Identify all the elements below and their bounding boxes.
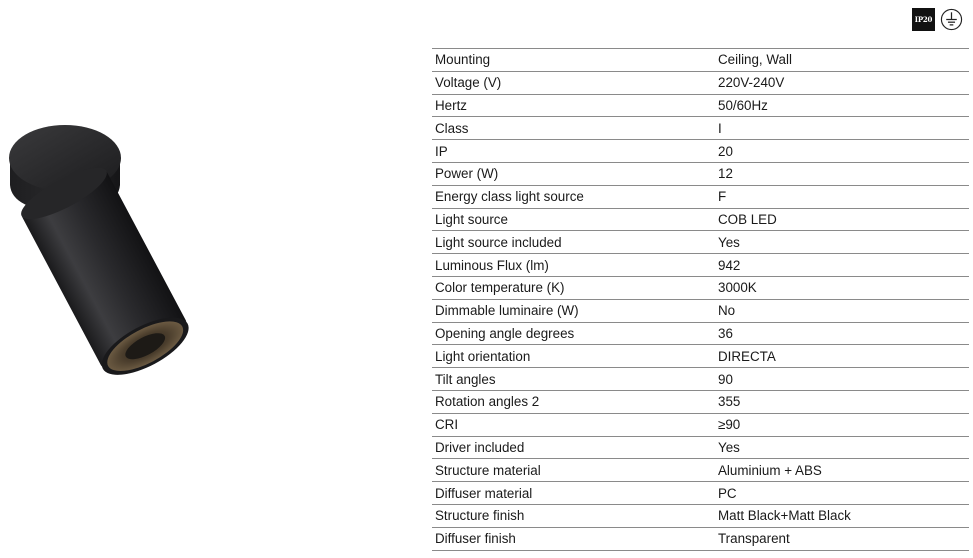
badge-group — [912, 8, 963, 31]
spec-row — [432, 299, 969, 322]
spec-value: Yes — [715, 231, 969, 254]
spec-label: Class — [432, 117, 715, 140]
spec-label: Opening angle degrees — [432, 322, 715, 345]
spec-row — [432, 231, 969, 254]
spec-row — [432, 345, 969, 368]
spec-value: F — [715, 185, 969, 208]
spec-label: Hertz — [432, 94, 715, 117]
spec-value: 12 — [715, 162, 969, 185]
spec-row — [432, 71, 969, 94]
spec-label: Diffuser finish — [432, 527, 715, 550]
spec-label: Dimmable luminaire (W) — [432, 299, 715, 322]
spec-row — [432, 322, 969, 345]
spec-value: Yes — [715, 436, 969, 459]
spec-label: Tilt angles — [432, 368, 715, 391]
specifications-table — [432, 48, 969, 551]
spec-label: Driver included — [432, 436, 715, 459]
spec-row — [432, 117, 969, 140]
spec-label: Power (W) — [432, 162, 715, 185]
spec-row — [432, 390, 969, 413]
spec-label: CRI — [432, 413, 715, 436]
spec-value: 942 — [715, 254, 969, 277]
earth-ground-icon — [940, 8, 963, 31]
spec-value: Ceiling, Wall — [715, 49, 969, 72]
spec-value: ≥90 — [715, 413, 969, 436]
spec-row — [432, 208, 969, 231]
spec-value: Aluminium + ABS — [715, 459, 969, 482]
spec-row — [432, 482, 969, 505]
spec-label: Luminous Flux (lm) — [432, 254, 715, 277]
spec-row — [432, 185, 969, 208]
spec-label: Mounting — [432, 49, 715, 72]
spec-row — [432, 413, 969, 436]
spec-row — [432, 162, 969, 185]
spec-row — [432, 459, 969, 482]
spec-value: 20 — [715, 140, 969, 163]
spec-label: Light source — [432, 208, 715, 231]
spec-row — [432, 94, 969, 117]
spec-label: Light source included — [432, 231, 715, 254]
spec-row — [432, 254, 969, 277]
spec-row — [432, 527, 969, 550]
spec-row — [432, 436, 969, 459]
spec-label: IP — [432, 140, 715, 163]
spec-row — [432, 276, 969, 299]
spec-value: 3000K — [715, 276, 969, 299]
spec-value: 50/60Hz — [715, 94, 969, 117]
spec-value: Matt Black+Matt Black — [715, 504, 969, 527]
spec-label: Light orientation — [432, 345, 715, 368]
spec-label: Voltage (V) — [432, 71, 715, 94]
spec-label: Structure material — [432, 459, 715, 482]
spec-label: Diffuser material — [432, 482, 715, 505]
spec-value: Transparent — [715, 527, 969, 550]
spec-label: Color temperature (K) — [432, 276, 715, 299]
spec-value: 355 — [715, 390, 969, 413]
spec-row — [432, 49, 969, 72]
spec-value: DIRECTA — [715, 345, 969, 368]
spec-value: PC — [715, 482, 969, 505]
spec-value: I — [715, 117, 969, 140]
spec-label: Rotation angles 2 — [432, 390, 715, 413]
spec-row — [432, 368, 969, 391]
spec-label: Structure finish — [432, 504, 715, 527]
spec-row — [432, 140, 969, 163]
spec-value: COB LED — [715, 208, 969, 231]
spec-label: Energy class light source — [432, 185, 715, 208]
spec-value: 36 — [715, 322, 969, 345]
ip-rating-badge: IP20 — [912, 8, 935, 31]
spotlight-fixture-icon — [0, 110, 230, 400]
spec-value: No — [715, 299, 969, 322]
spec-value: 220V-240V — [715, 71, 969, 94]
spec-row — [432, 504, 969, 527]
spec-value: 90 — [715, 368, 969, 391]
